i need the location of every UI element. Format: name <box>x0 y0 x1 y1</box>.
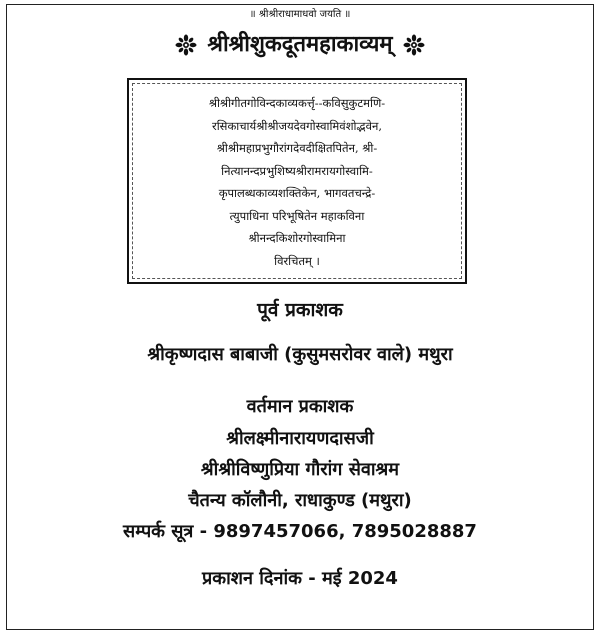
floral-ornament-icon <box>175 34 197 56</box>
current-publisher-heading: वर्तमान प्रकाशक <box>246 396 354 417</box>
previous-publisher-heading: पूर्व प्रकाशक <box>257 299 343 321</box>
colophon-line: श्रीश्रीगीतगोविन्दकाव्यकर्त्तृ--कविसुकुटमणि- <box>208 96 386 110</box>
colophon-line: नित्यानन्दप्रभुशिष्यश्रीरामरायगोस्वामि- <box>221 163 373 178</box>
book-title: श्रीश्रीशुकदूतमहाकाव्यम् <box>207 31 393 57</box>
current-publisher-ashram: श्रीश्रीविष्णुप्रिया गौरांग सेवाश्रम <box>200 459 400 480</box>
colophon-line: श्रीनन्दकिशोरगोस्वामिना <box>248 231 346 245</box>
colophon-line: कृपालब्धकाव्यशक्तिकेन, भागवतचन्द्रे- <box>218 186 376 200</box>
colophon-line: त्युपाधिना परिभूषितेन महाकविना <box>229 208 365 223</box>
colophon-line: विरचितम् । <box>274 253 320 268</box>
current-publisher-name: श्रीलक्ष्मीनारायणदासजी <box>226 428 374 449</box>
title-row <box>0 28 600 58</box>
colophon-line: रसिकाचार्यश्रीश्रीजयदेवगोस्वामिवंशोद्भवेन, <box>211 118 382 133</box>
publication-date: प्रकाशन दिनांक - मई 2024 <box>202 568 398 589</box>
floral-ornament-icon <box>403 34 425 56</box>
colophon-line: श्रीश्रीमहाप्रभुगौरांगदेवदीक्षितपितेन, श्री- <box>216 141 378 155</box>
current-publisher-address: चैतन्य कॉलौनी, राधाकुण्ड (मथुरा) <box>188 490 412 511</box>
invocation-line: ॥ श्रीश्रीराधामाधवो जयति ॥ <box>249 9 351 20</box>
previous-publisher-name: श्रीकृष्णदास बाबाजी (कुसुमसरोवर वाले) मथुरा <box>147 344 453 365</box>
contact-numbers: सम्पर्क सूत्र - 9897457066, 7895028887 <box>123 521 477 542</box>
colophon-box <box>127 78 467 284</box>
